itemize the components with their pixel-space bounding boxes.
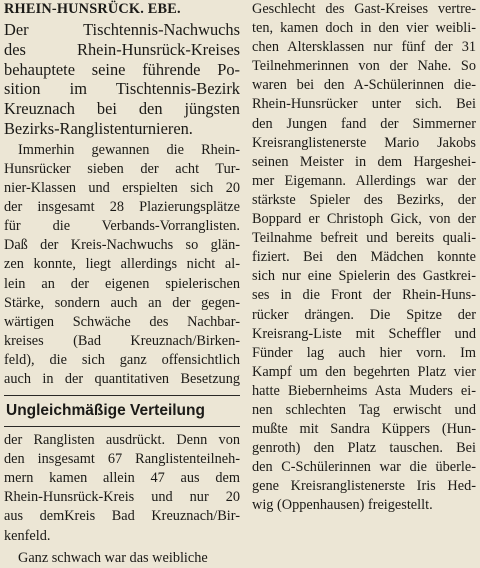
- text-line: des Rhein-Hunsrück-Kreises: [4, 39, 240, 59]
- text-line: auch in der quantitativen Besetzung: [4, 371, 240, 387]
- text-line: zen konnte, liegt allerdings nicht al-: [4, 256, 240, 273]
- text-line: Boppard er Christoph Gick, von der: [252, 211, 476, 228]
- text-line: ten, kamen doch in den vier weibli-: [252, 20, 476, 37]
- text-line: der Ranglisten ausdrückt. Denn von: [4, 432, 240, 449]
- text-line: stärkste Spieler des Bezirks, der: [252, 191, 476, 208]
- dateline: RHEIN-HUNSRÜCK. EBE.: [4, 1, 181, 17]
- text-line: der insgesamt 28 Plazierungsplätze: [4, 199, 240, 216]
- text-line: wärtigen Schwäche des Nachbar-: [4, 313, 240, 330]
- text-line: genroth) den Platz tauschen. Bei: [252, 440, 476, 457]
- text-line: lein an der eigenen spielerischen: [4, 275, 240, 292]
- text-line: seinen Meister in dem Hargeshei-: [252, 153, 476, 170]
- text-line: nen schlechten Tag erwischt und: [252, 401, 476, 418]
- text-line: kenfeld.: [4, 527, 51, 544]
- text-line: wig (Oppenhausen) freigestellt.: [252, 497, 433, 514]
- text-line: sition im Tischtennis-Bezirk: [4, 79, 240, 99]
- right-column: [252, 0, 476, 516]
- text-line: nier-Klassen und erspielten sich 20: [4, 180, 240, 197]
- final-line: Ganz schwach war das weibliche: [18, 549, 208, 566]
- body-paragraph: [4, 141, 240, 389]
- text-line: behauptete seine führende Po-: [4, 59, 240, 79]
- text-line: Kreisranglistenerste Mario Jakobs: [252, 134, 476, 151]
- text-line: Bezirks-Ranglistenturnieren.: [4, 119, 193, 139]
- text-line: fiziert. Bei den Mädchen konnte: [252, 249, 476, 266]
- text-line: Kreuznach bei den jüngsten: [4, 99, 240, 119]
- text-line: Stärke, sondern auch an der gegen-: [4, 294, 240, 311]
- body-paragraph-continued: [4, 431, 240, 546]
- text-line: aus demKreis Bad Kreuznach/Bir-: [4, 508, 240, 525]
- text-line: mern kamen allein 47 aus dem: [4, 470, 240, 487]
- text-line: ses in die Front der Rhein-Huns-: [252, 287, 476, 304]
- text-line: Kampf um den begehrten Platz vier: [252, 363, 476, 380]
- text-line: kreises (Bad Kreuznach/Birken-: [4, 332, 240, 349]
- text-line: Hunsrücker sieben der acht Tur-: [4, 160, 240, 177]
- text-line: rücker drängen. Die Spitze der: [252, 306, 476, 323]
- text-line: feld), die sich ganz offensichtlich: [4, 351, 240, 368]
- text-line: Teilnahme befreit und bereits quali-: [252, 230, 476, 247]
- text-line: chen Altersklassen nur fünf der 31: [252, 39, 476, 56]
- text-line: Rhein-Hunsrücker unter sich. Bei: [252, 96, 476, 113]
- text-line: den Jungen fand der Simmerner: [252, 115, 476, 132]
- text-line: für die Verbands-Vorranglisten.: [4, 218, 240, 235]
- lead-paragraph: [4, 20, 240, 139]
- left-column: [4, 0, 240, 568]
- text-line: waren bei den A-Schülerinnen die-: [252, 77, 476, 94]
- text-line: Daß der Kreis-Nachwuchs so glän-: [4, 237, 240, 254]
- text-line: Fünder lag auch hier vorn. Im: [252, 344, 476, 361]
- text-line: Immerhin gewannen die Rhein-: [18, 141, 240, 158]
- text-line: mußte mit Sandra Küppers (Hun-: [252, 421, 476, 438]
- text-line: Der Tischtennis-Nachwuchs: [4, 20, 240, 40]
- text-line: Teilnehmerinnen von der Nahe. So: [252, 58, 476, 75]
- text-line: den C-Schülerinnen war die überle-: [252, 459, 476, 476]
- subheading: Ungleichmäßige Verteilung: [6, 402, 205, 420]
- text-line: sich nur eine Spielerin des Gastkrei-: [252, 268, 476, 285]
- text-line: gene Kreisranglistenerste Iris Hed-: [252, 478, 476, 495]
- text-line: den insgesamt 67 Ranglistenteilneh-: [4, 451, 240, 468]
- text-line: Kreisrang-Liste mit Scheffler und: [252, 325, 476, 342]
- rule-bottom: [4, 426, 240, 427]
- text-line: Geschlecht des Gast-Kreises vertre-: [252, 1, 476, 17]
- text-line: Rhein-Hunsrück-Kreis und nur 20: [4, 489, 240, 506]
- text-line: hatte Biebernheims Asta Muders ei-: [252, 382, 476, 399]
- text-line: mer Eigemann. Allerdings war der: [252, 172, 476, 189]
